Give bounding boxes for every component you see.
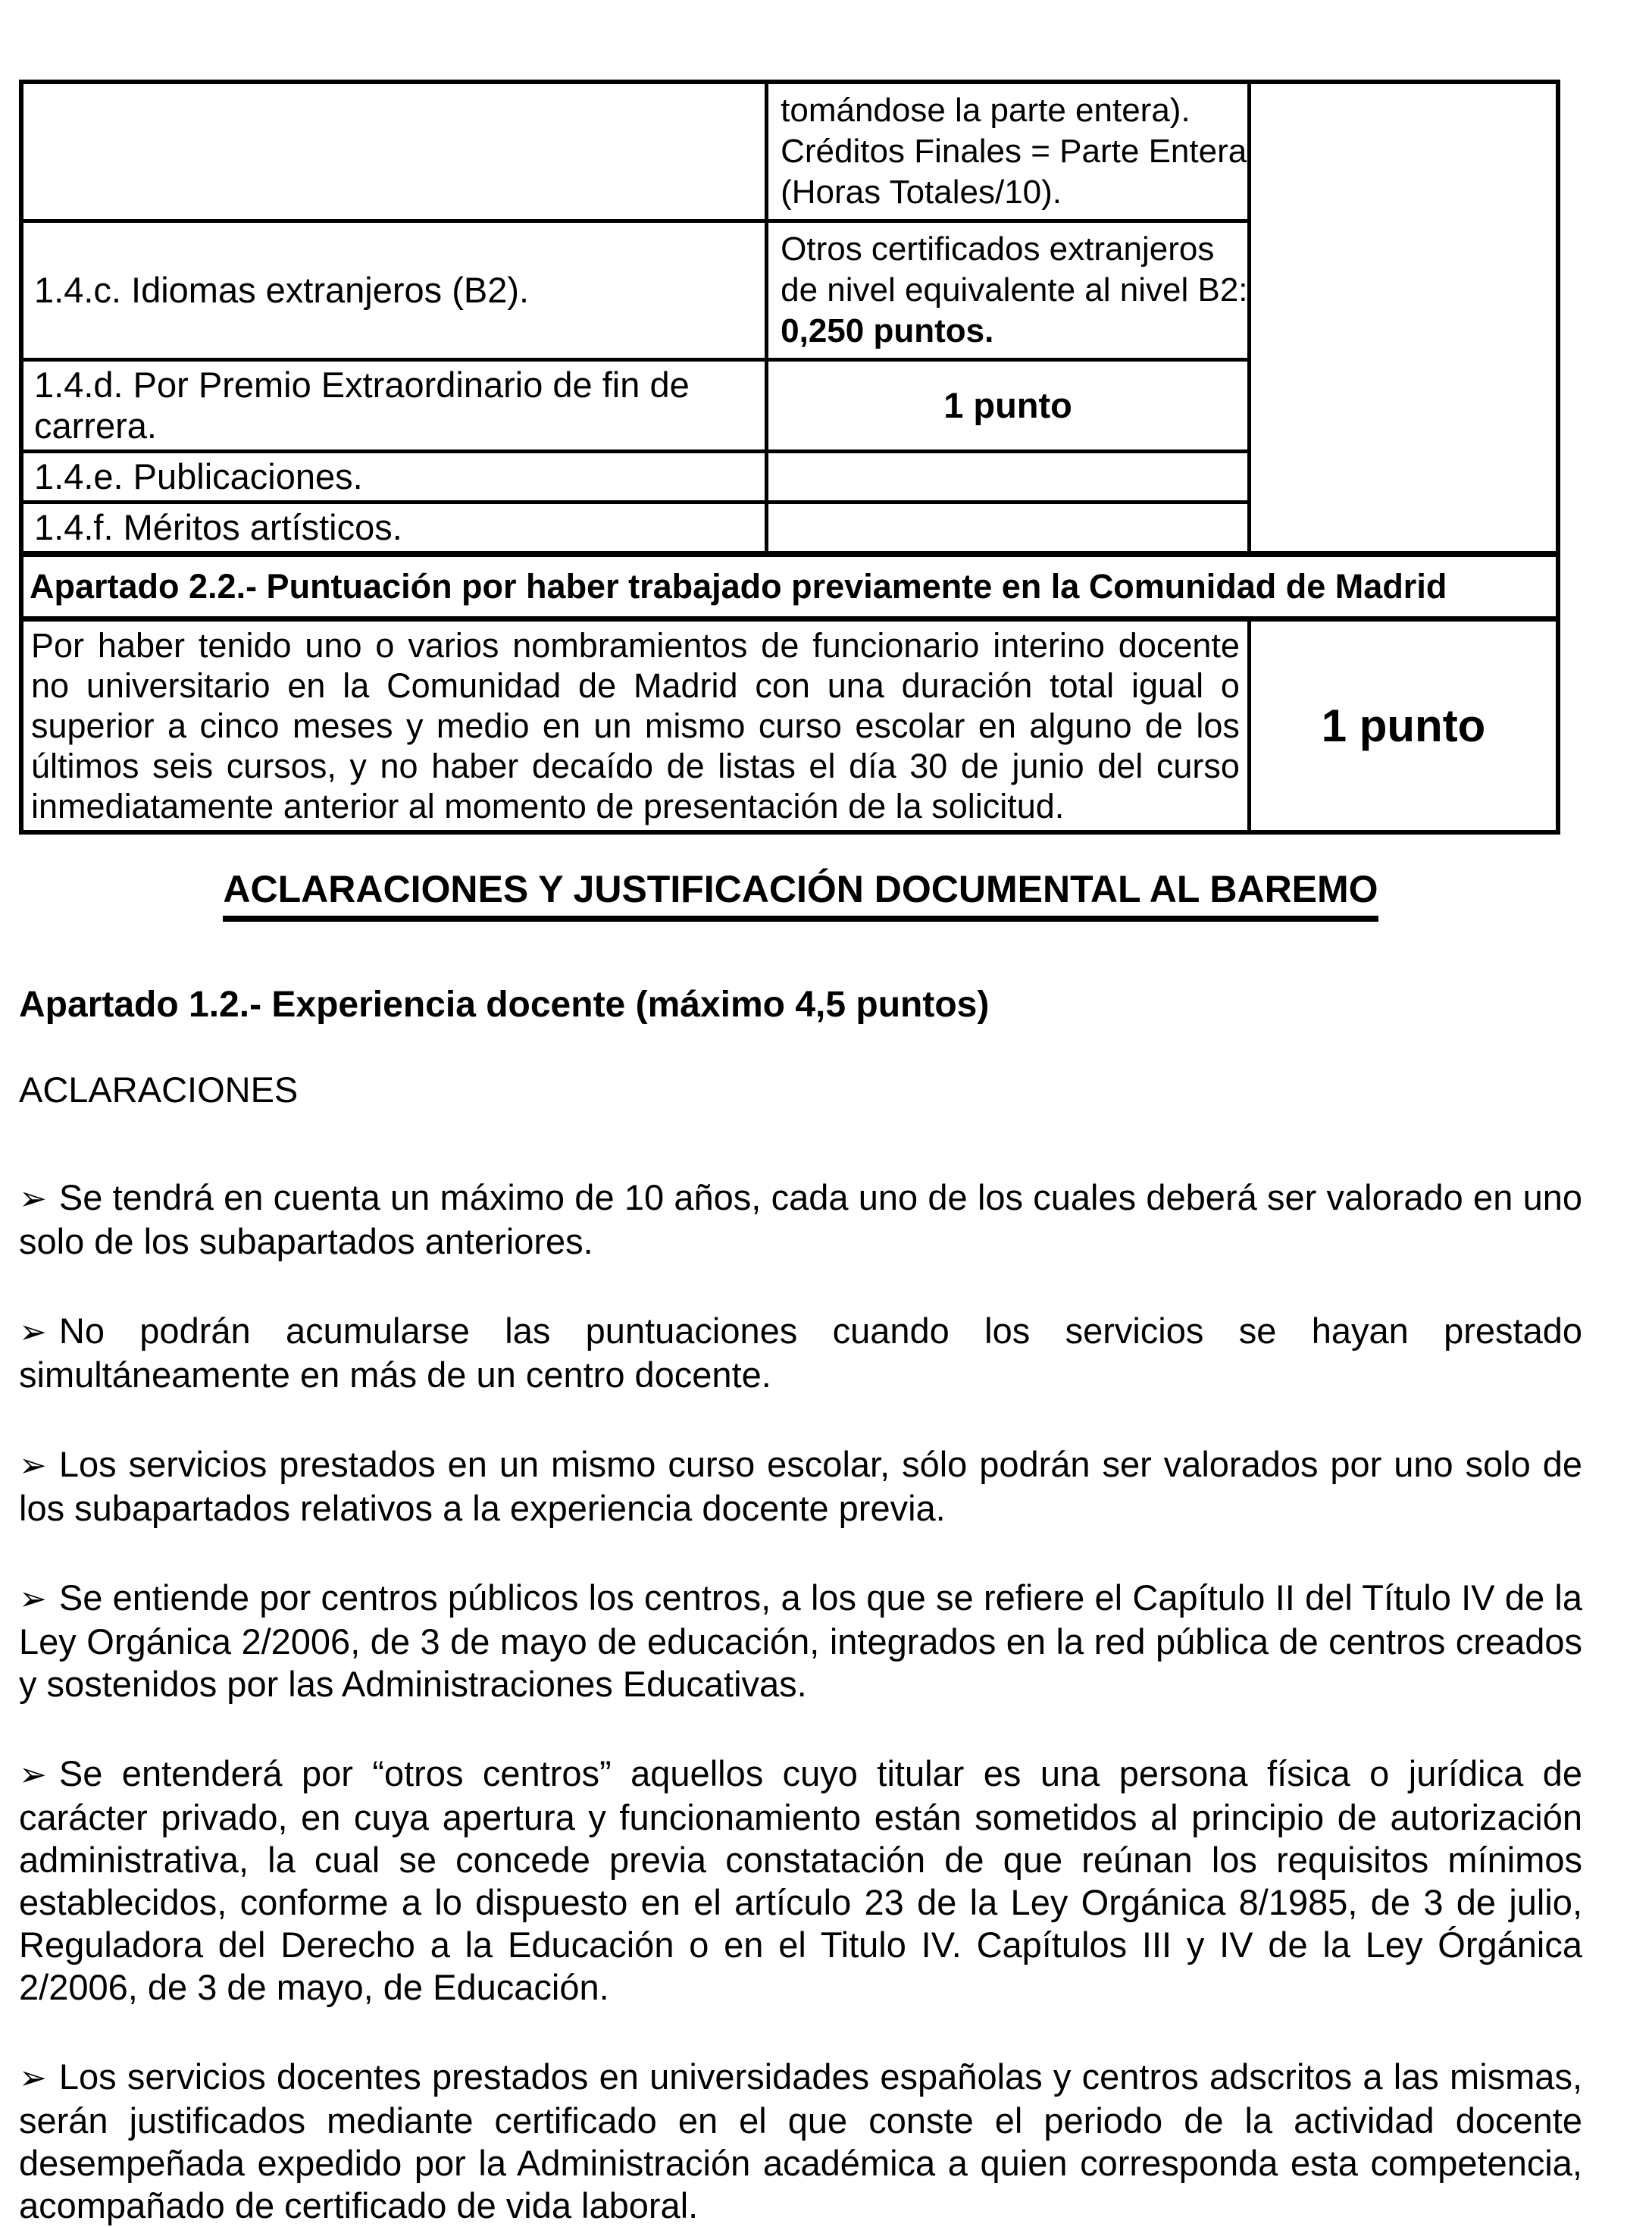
bullet-item	[19, 1310, 1582, 1396]
cell-credit-formula	[767, 82, 1250, 221]
table-row-credit-formula	[21, 82, 1558, 221]
credit-formula-line: tomándose la parte entera).	[781, 92, 1191, 129]
cell-premio-points: 1 punto	[767, 360, 1250, 452]
arrowhead-bullet-icon: ➢	[19, 1756, 47, 1793]
cell-apartado-22-header: Apartado 2.2.- Puntuación por haber trabajado previamente en la Comunidad de Madrid	[21, 554, 1558, 619]
arrowhead-bullet-icon: ➢	[19, 1314, 47, 1351]
table-row-interino	[21, 619, 1558, 833]
bullet-text: Los servicios prestados en un mismo curso escolar, sólo podrán ser valorados por uno solo de los subapartados relativos a la experiencia docente previa.	[19, 1444, 1582, 1528]
idiomas-points-value: 0,250 puntos.	[781, 312, 994, 349]
bullet-text: No podrán acumularse las puntuaciones cuando los servicios se hayan prestado simultáneamente en más de un centro docente.	[19, 1311, 1582, 1395]
bullet-text: Los servicios docentes prestados en universidades españolas y centros adscritos a las mismas, serán justificados mediante certificado en el que conste el periodo de la actividad docente desempeñada expedido por la Administración académica a quien corresponda esta competencia, acompañado de certificado de vida laboral.	[19, 2056, 1582, 2225]
idiomas-points-line: de nivel equivalente al nivel B2:	[781, 271, 1248, 309]
bullet-item	[19, 1176, 1582, 1263]
aclaraciones-label: ACLARACIONES	[19, 1070, 299, 1110]
bullet-text: Se entenderá por “otros centros” aquellos cuyo titular es una persona física o jurídica de carácter privado, en cuya apertura y funcionamiento están sometidos al principio de autorización administrativa, la cual se concede previa constatación de que reúnan los requisitos mínimos establecidos, conforme a lo dispuesto en el artículo 23 de la Ley Orgánica 8/1985, de 3 de julio, Reguladora del Derecho a la Educación o en el Titulo IV. Capítulos III y IV de la Ley Órgánica 2/2006, de 3 de mayo, de Educación.	[19, 1753, 1582, 2007]
cell-premio-label: 1.4.d. Por Premio Extraordinario de fin de carrera.	[21, 360, 767, 452]
idiomas-points-line: Otros certificados extranjeros	[781, 230, 1215, 268]
bullet-item	[19, 2056, 1582, 2227]
cell-meritos-points-empty	[767, 503, 1250, 555]
baremo-table	[19, 80, 1560, 835]
cell-right-column-empty	[1249, 82, 1558, 554]
cell-empty-left	[21, 82, 767, 221]
main-title	[19, 866, 1582, 922]
bullet-text: Se tendrá en cuenta un máximo de 10 años, cada uno de los cuales deberá ser valorado en uno solo de los subapartados anteriores.	[19, 1177, 1582, 1261]
cell-publicaciones-points-empty	[767, 452, 1250, 503]
main-title-text: ACLARACIONES Y JUSTIFICACIÓN DOCUMENTAL AL BAREMO	[223, 866, 1378, 922]
bullet-text: Se entiende por centros públicos los centros, a los que se refiere el Capítulo II del Título IV de la Ley Orgánica 2/2006, de 3 de mayo de educación, integrados en la red pública de centros creados y sostenidos por las Administraciones Educativas.	[19, 1577, 1582, 1704]
arrowhead-bullet-icon: ➢	[19, 1580, 47, 1618]
arrowhead-bullet-icon: ➢	[19, 1180, 47, 1217]
bullet-item	[19, 1577, 1582, 1705]
bullet-item	[19, 1752, 1582, 2009]
credit-formula-line: (Horas Totales/10).	[781, 174, 1062, 211]
arrowhead-bullet-icon: ➢	[19, 1447, 47, 1484]
credit-formula-line: Créditos Finales = Parte Entera	[781, 133, 1247, 170]
table-row-apartado-22	[21, 554, 1558, 619]
arrowhead-bullet-icon: ➢	[19, 2059, 47, 2097]
cell-interino-points: 1 punto	[1249, 619, 1558, 833]
cell-publicaciones-label: 1.4.e. Publicaciones.	[21, 452, 767, 503]
subsection-title: Apartado 1.2.- Experiencia docente (máximo 4,5 puntos)	[19, 985, 990, 1025]
bullet-item	[19, 1443, 1582, 1530]
cell-interino-text: Por haber tenido uno o varios nombramientos de funcionario interino docente no universitario en la Comunidad de Madrid con una duración total igual o superior a cinco meses y medio en un mismo curso escolar en alguno de los últimos seis cursos, y no haber decaído de listas el día 30 de junio del curso inmediatamente anterior al momento de presentación de la solicitud.	[21, 619, 1249, 833]
cell-idiomas-points	[767, 221, 1250, 360]
cell-idiomas-label: 1.4.c. Idiomas extranjeros (B2).	[21, 221, 767, 360]
cell-meritos-label: 1.4.f. Méritos artísticos.	[21, 503, 767, 555]
